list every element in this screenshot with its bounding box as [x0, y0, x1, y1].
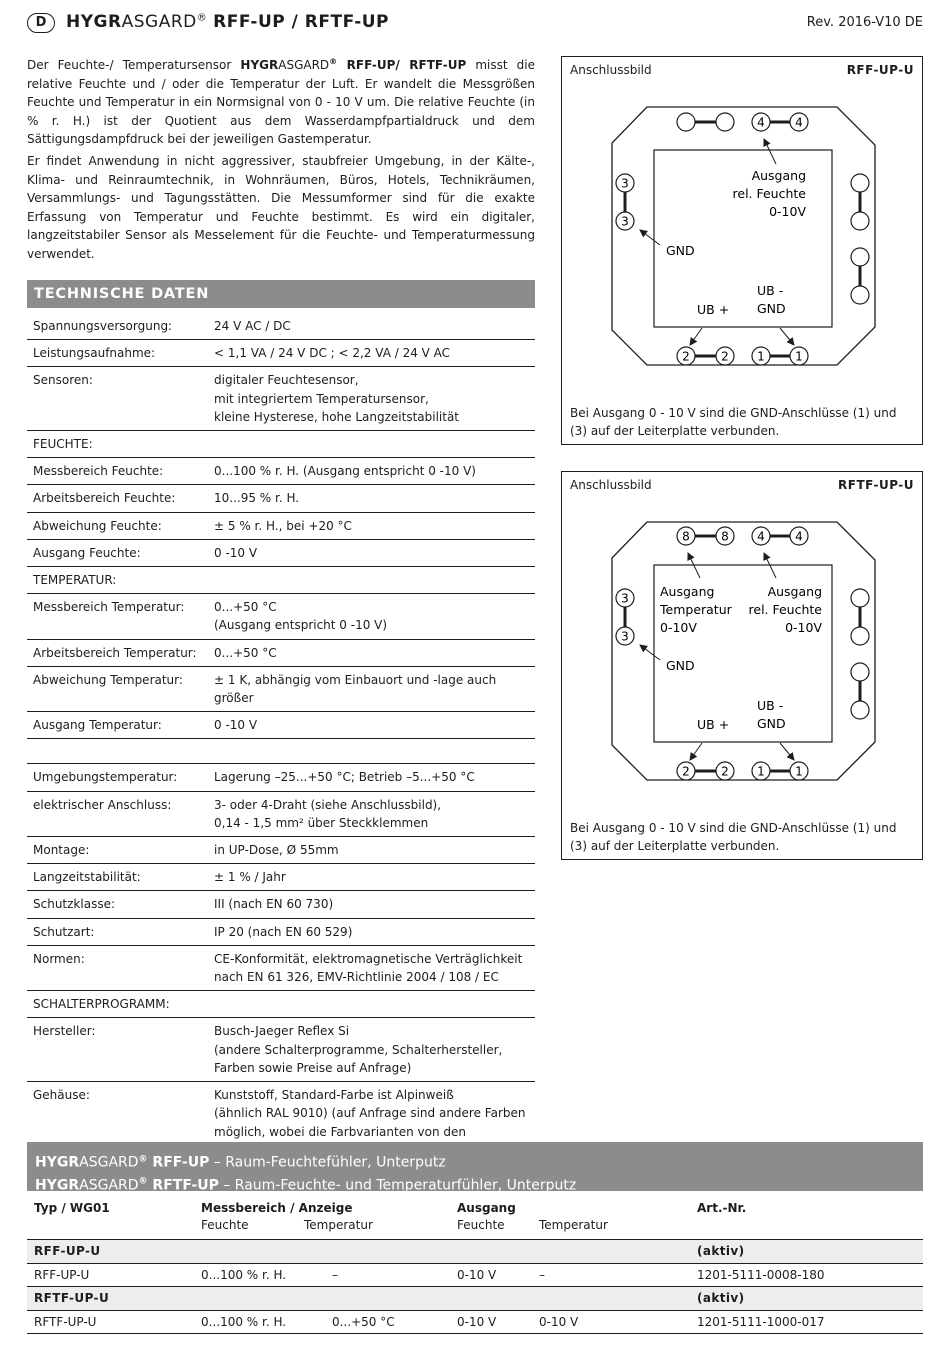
terminal-label: 2 — [682, 764, 690, 779]
spec-label: FEUCHTE: — [33, 437, 93, 452]
product-title — [66, 12, 389, 32]
terminal-label: 2 — [682, 349, 690, 364]
cell-output-temperature: 0-10 V — [539, 1314, 579, 1329]
spec-label: Hersteller: — [33, 1024, 96, 1039]
spec-row — [27, 792, 535, 837]
group-status: (aktiv) — [697, 1291, 745, 1305]
spec-row — [27, 667, 535, 712]
cell-output-temperature: – — [539, 1267, 545, 1282]
ub-plus-label: UB + — [697, 717, 730, 732]
diagram-title: Anschlussbild — [570, 478, 652, 492]
ub-minus-label: GND — [757, 301, 786, 316]
spec-table — [27, 313, 535, 1164]
spec-row — [27, 712, 535, 739]
terminal-label: 3 — [621, 591, 629, 606]
terminal-empty — [851, 627, 869, 645]
terminal-label: 2 — [721, 349, 729, 364]
spec-label: Abweichung Temperatur: — [33, 672, 183, 687]
spec-label: Gehäuse: — [33, 1088, 90, 1103]
cell-range-temperature: 0...+50 °C — [332, 1314, 395, 1329]
ub-minus-label: GND — [757, 716, 786, 731]
language-badge: D — [27, 13, 55, 33]
spec-value — [214, 571, 535, 589]
intro-registered-mark: ® — [329, 57, 338, 66]
intro-model: RFF-UP/ RFTF-UP — [337, 58, 467, 72]
spec-value: CE-Konformität, elektromagnetische Verträglichkeit nach EN 61 326, EMV-Richtlinie 2004 / 108 / EC — [214, 951, 523, 985]
spec-row — [27, 594, 535, 639]
spec-value: Busch-Jaeger Reflex Si (andere Schalterprogramme, Schalterhersteller, Farben sowie Preise auf Anfrage) — [214, 1024, 503, 1075]
spec-label — [27, 739, 208, 763]
spec-row — [27, 1018, 535, 1082]
table-group-row — [27, 1240, 923, 1264]
terminal-label: 3 — [621, 176, 629, 191]
column-subheader-output-temperature: Temperatur — [539, 1218, 608, 1232]
terminal-empty — [851, 663, 869, 681]
housing-outline — [612, 107, 875, 365]
spec-value: 0 -10 V — [214, 718, 258, 733]
arrow — [780, 328, 794, 345]
output-label: 0-10V — [769, 204, 806, 219]
diagram-model: RFTF-UP-U — [838, 478, 914, 492]
intro-text-b: misst die relative Feuchte und / oder die Temperatur der Luft. Er wandelt die Messgrößen Feuchte und Temperatur in ein Normsignal von 0 - 10 V um. Die relative Feuchte (in % r. H.) ist der Quotient aus dem Wasserdampfpartialdruck und dem Sättigungsdampfdruck bei der jeweiligen Gastemperatur. — [27, 58, 535, 147]
spec-label: Leistungsaufnahme: — [33, 346, 156, 361]
ordering-header-line-1: HYGRASGARD® RFF-UP – Raum-Feuchtefühler, Unterputz — [35, 1154, 446, 1171]
terminal-label: 1 — [757, 349, 765, 364]
spec-label: Schutzklasse: — [33, 897, 115, 912]
table-header — [27, 1196, 923, 1240]
spec-row — [27, 340, 535, 367]
spec-row — [27, 864, 535, 891]
group-label: RFTF-UP-U — [34, 1291, 110, 1305]
spec-row — [27, 946, 535, 991]
gnd-label: GND — [666, 658, 695, 673]
spec-value: Lagerung –25...+50 °C; Betrieb –5...+50 °C — [214, 770, 475, 785]
spec-value: in UP-Dose, Ø 55mm — [214, 843, 339, 858]
spec-value: 3- oder 4-Draht (siehe Anschlussbild), 0,14 - 1,5 mm² über Steckklemmen — [214, 797, 442, 830]
spec-row — [27, 367, 535, 431]
spec-row — [27, 837, 535, 864]
spec-row — [27, 640, 535, 667]
column-subheader-humidity: Feuchte — [201, 1218, 249, 1232]
spec-row — [27, 431, 535, 458]
spec-value: Kunststoff, Standard-Farbe ist Alpinweiß (ähnlich RAL 9010) (auf Anfrage sind andere Farben möglich, wobei die Farbvarianten von den — [214, 1088, 526, 1139]
cell-range-humidity: 0...100 % r. H. — [201, 1314, 287, 1329]
terminal-empty — [851, 589, 869, 607]
diagram-model: RFF-UP-U — [846, 63, 914, 77]
terminal-empty — [851, 212, 869, 230]
spec-row — [27, 891, 535, 918]
registered-mark: ® — [196, 12, 208, 24]
terminal-label: 2 — [721, 764, 729, 779]
terminal-label: 4 — [757, 115, 765, 130]
terminal-label: 1 — [795, 764, 803, 779]
terminal-label: 1 — [757, 764, 765, 779]
cell-range-humidity: 0...100 % r. H. — [201, 1267, 287, 1282]
table-group-row — [27, 1287, 923, 1311]
ordering-header-line-2: HYGRASGARD® RFTF-UP – Raum-Feuchte- und Temperaturfühler, Unterputz — [35, 1176, 577, 1194]
arrow — [690, 743, 702, 760]
brand-light: ASGARD — [121, 12, 197, 32]
spec-value: digitaler Feuchtesensor, mit integriertem Temperatursensor, kleine Hysterese, hohe Langzeitstabilität — [214, 373, 460, 424]
revision: Rev. 2016-V10 DE — [806, 15, 923, 30]
spec-value — [208, 739, 535, 763]
arrow — [780, 743, 794, 760]
spec-value: 0...+50 °C (Ausgang entspricht 0 -10 V) — [214, 600, 388, 633]
cell-type: RFTF-UP-U — [34, 1314, 97, 1329]
table-row — [27, 1264, 923, 1288]
terminal-label: 1 — [795, 349, 803, 364]
cell-type: RFF-UP-U — [34, 1267, 90, 1282]
spec-label: Arbeitsbereich Temperatur: — [33, 645, 197, 660]
spec-value: 0...+50 °C — [214, 645, 277, 660]
gnd-label: GND — [666, 243, 695, 258]
ordering-table — [27, 1196, 923, 1334]
spec-label: Ausgang Feuchte: — [33, 545, 141, 560]
arrow — [690, 328, 702, 345]
group-label: RFF-UP-U — [34, 1244, 101, 1258]
arrow — [640, 645, 660, 660]
cell-output-humidity: 0-10 V — [457, 1314, 497, 1329]
spec-label: SCHALTERPROGRAMM: — [33, 997, 170, 1012]
intro-text — [27, 53, 535, 264]
temperature-output-label: Temperatur — [660, 602, 732, 617]
terminal-label: 3 — [621, 629, 629, 644]
intro-brand-light: ASGARD — [278, 58, 330, 72]
spec-row — [27, 764, 535, 791]
spec-row — [27, 991, 535, 1018]
spec-row — [27, 485, 535, 512]
cell-article-number: 1201-5111-1000-017 — [697, 1314, 825, 1329]
terminal-empty — [851, 248, 869, 266]
ordering-header — [27, 1142, 923, 1194]
spec-label: Ausgang Temperatur: — [33, 718, 162, 733]
spec-row — [27, 567, 535, 594]
spec-label: Sensoren: — [33, 373, 93, 388]
intro-paragraph-2: Er findet Anwendung in nicht aggressiver, staubfreier Umgebung, in der Kälte-, Klima- und Reinraumtechnik, in Wohnräumen, Büros, Hotels, Technikräumen, Versammlungs- und Tagungsstätten. Die Messumformer sind für die exakte Erfassung von Temperatur und Feuchte bestimmt. Es wird ein digitaler, langzeitstabiler Sensor als Messelement für die Feuchte- und Temperaturmessung verwendet. — [27, 153, 535, 261]
spec-label: Schutzart: — [33, 924, 95, 939]
spec-row — [27, 513, 535, 540]
spec-label: Normen: — [33, 951, 85, 966]
spec-label: Spannungsversorgung: — [33, 319, 173, 333]
output-label: rel. Feuchte — [732, 186, 806, 201]
terminal-empty — [851, 174, 869, 192]
column-subheader-temperature: Temperatur — [304, 1218, 373, 1232]
spec-label: Arbeitsbereich Feuchte: — [33, 491, 176, 506]
spec-value: ± 1 % / Jahr — [214, 870, 286, 885]
spec-row — [27, 540, 535, 567]
wiring-diagram-rff — [561, 56, 923, 445]
terminal-label: 8 — [682, 529, 690, 544]
wiring-diagram-rftf — [561, 471, 923, 860]
spec-label: TEMPERATUR: — [33, 573, 117, 588]
output-label: Ausgang — [751, 168, 806, 183]
terminal-label: 8 — [721, 529, 729, 544]
section-header-technical-data: TECHNISCHE DATEN — [27, 280, 535, 308]
terminal-label: 4 — [757, 529, 765, 544]
brand-bold: HYGR — [66, 12, 122, 32]
spec-label: Messbereich Temperatur: — [33, 600, 185, 615]
column-header-range: Messbereich / Anzeige — [201, 1201, 353, 1215]
humidity-output-label: 0-10V — [785, 620, 822, 635]
model-name: RFF-UP / RFTF-UP — [213, 12, 390, 32]
temperature-output-label: 0-10V — [660, 620, 697, 635]
terminal-empty — [851, 286, 869, 304]
column-header-type: Typ / WG01 — [34, 1201, 110, 1215]
column-header-article: Art.-Nr. — [697, 1201, 747, 1215]
ub-plus-label: UB + — [697, 302, 730, 317]
terminal-label: 4 — [795, 529, 803, 544]
spec-row — [27, 458, 535, 485]
spec-value: ± 5 % r. H., bei +20 °C — [214, 518, 352, 533]
spec-label: Abweichung Feuchte: — [33, 518, 162, 533]
arrow — [764, 139, 776, 164]
intro-paragraph-1 — [27, 53, 535, 149]
wiring-schematic — [562, 472, 924, 812]
spec-label: Messbereich Feuchte: — [33, 464, 164, 479]
spec-value: 24 V AC / DC — [214, 319, 291, 333]
spec-label: Montage: — [33, 843, 90, 858]
temperature-output-label: Ausgang — [660, 584, 715, 599]
spec-value: IP 20 (nach EN 60 529) — [214, 924, 353, 939]
spec-value — [214, 995, 535, 1013]
diagram-title: Anschlussbild — [570, 63, 652, 77]
terminal-empty — [677, 113, 695, 131]
spec-value: 0 -10 V — [214, 545, 258, 560]
spec-value: < 1,1 VA / 24 V DC ; < 2,2 VA / 24 V AC — [214, 346, 451, 361]
group-status: (aktiv) — [697, 1244, 745, 1258]
column-header-output: Ausgang — [457, 1201, 516, 1215]
terminal-empty — [851, 701, 869, 719]
humidity-output-label: rel. Feuchte — [748, 602, 822, 617]
terminal-label: 3 — [621, 214, 629, 229]
cell-range-temperature: – — [332, 1267, 338, 1282]
humidity-output-label: Ausgang — [767, 584, 822, 599]
spec-label: Umgebungstemperatur: — [33, 770, 178, 785]
arrow — [640, 230, 660, 245]
table-row — [27, 1311, 923, 1335]
terminal-empty — [716, 113, 734, 131]
spec-value: 10...95 % r. H. — [214, 491, 300, 506]
spec-value: 0...100 % r. H. (Ausgang entspricht 0 -10 V) — [214, 464, 476, 479]
intro-brand-bold: HYGR — [240, 58, 279, 72]
diagram-note: Bei Ausgang 0 - 10 V sind die GND-Anschlüsse (1) und (3) auf der Leiterplatte verbunden. — [570, 821, 897, 853]
cell-output-humidity: 0-10 V — [457, 1267, 497, 1282]
ub-minus-label: UB - — [757, 698, 784, 713]
ub-minus-label: UB - — [757, 283, 784, 298]
cell-article-number: 1201-5111-0008-180 — [697, 1267, 825, 1282]
diagram-note: Bei Ausgang 0 - 10 V sind die GND-Anschlüsse (1) und (3) auf der Leiterplatte verbunden. — [570, 406, 897, 438]
spec-label: elektrischer Anschluss: — [33, 797, 172, 812]
spec-row — [27, 313, 535, 340]
terminal-label: 4 — [795, 115, 803, 130]
column-subheader-output-humidity: Feuchte — [457, 1218, 505, 1232]
spec-row — [27, 919, 535, 946]
spec-value: III (nach EN 60 730) — [214, 897, 334, 912]
spec-value: ± 1 K, abhängig vom Einbauort und -lage auch größer — [214, 672, 497, 706]
intro-text-a: Der Feuchte-/ Temperatursensor — [27, 58, 241, 72]
wiring-schematic — [562, 57, 924, 397]
spec-row — [27, 739, 535, 764]
page-header — [27, 12, 923, 36]
spec-label: Langzeitstabilität: — [33, 870, 141, 885]
housing-outline — [612, 522, 875, 780]
spec-value — [214, 435, 535, 453]
